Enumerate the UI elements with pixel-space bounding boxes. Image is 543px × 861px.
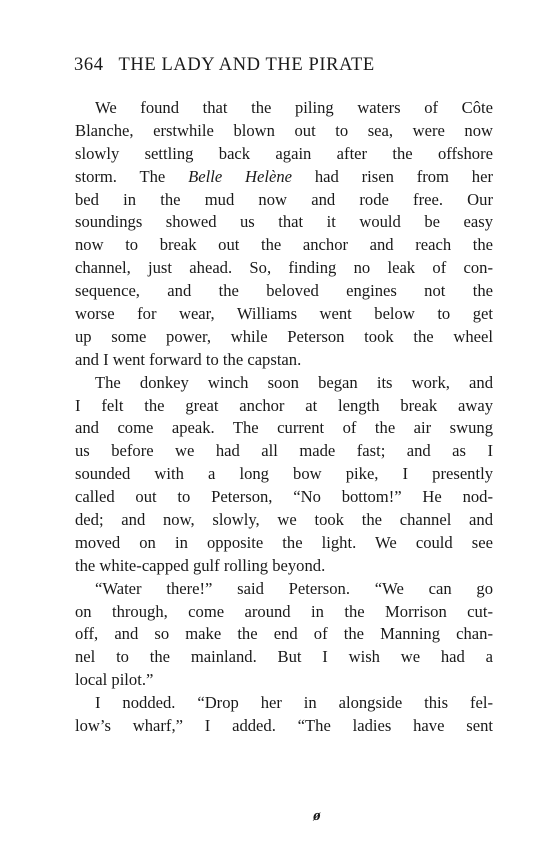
- text-line: the white-capped gulf rolling beyond.: [75, 555, 326, 575]
- text-line: ded; and now, slowly, we took the channel and: [75, 510, 493, 530]
- text-line: I felt the great anchor at length break away: [75, 395, 493, 415]
- signature-mark: ø: [311, 808, 323, 824]
- text-line: soundings showed us that it would be easy: [75, 212, 493, 232]
- text-line: Blanche, erstwhile blown out to sea, were now: [75, 120, 493, 140]
- text-line: moved on in opposite the light. We could see: [75, 532, 493, 552]
- text-line: off, and so make the end of the Manning chan-: [75, 624, 493, 644]
- text-line: now to break out the anchor and reach the: [75, 235, 493, 255]
- text-line: “Water there!” said Peterson. “We can go: [95, 578, 493, 598]
- text-line: sequence, and the beloved engines not the: [75, 281, 493, 301]
- text-line: low’s wharf,” I added. “The ladies have sent: [75, 716, 493, 736]
- page-number: 364: [74, 55, 104, 75]
- text-line: I nodded. “Drop her in alongside this fel-: [95, 693, 493, 713]
- text-line: sounded with a long bow pike, I presently: [75, 464, 493, 484]
- text-line: bed in the mud now and rode free. Our: [75, 189, 493, 209]
- body-text: [75, 97, 493, 738]
- text-line: channel, just ahead. So, finding no leak of con-: [75, 258, 493, 278]
- running-head: [74, 55, 375, 76]
- text-line: on through, come around in the Morrison cut-: [75, 601, 493, 621]
- text-line: slowly settling back again after the offshore: [75, 143, 493, 163]
- text-line: called out to Peterson, “No bottom!” He nod-: [75, 487, 493, 507]
- text-line: We found that the piling waters of Côte: [95, 98, 493, 117]
- text-line: up some power, while Peterson took the wheel: [75, 326, 493, 346]
- running-title: THE LADY AND THE PIRATE: [118, 55, 375, 75]
- text-line: storm. The Belle Helène had risen from her: [75, 166, 493, 186]
- text-line: local pilot.”: [75, 670, 154, 690]
- ship-name: Belle Helène: [188, 166, 293, 186]
- text-line: worse for wear, Williams went below to get: [75, 304, 493, 324]
- text-line: us before we had all made fast; and as I: [75, 441, 493, 461]
- text-line: nel to the mainland. But I wish we had a: [75, 647, 493, 667]
- text-line: and I went forward to the capstan.: [75, 349, 302, 369]
- text-line: and come apeak. The current of the air swung: [75, 418, 493, 438]
- text-line: The donkey winch soon began its work, and: [95, 372, 493, 392]
